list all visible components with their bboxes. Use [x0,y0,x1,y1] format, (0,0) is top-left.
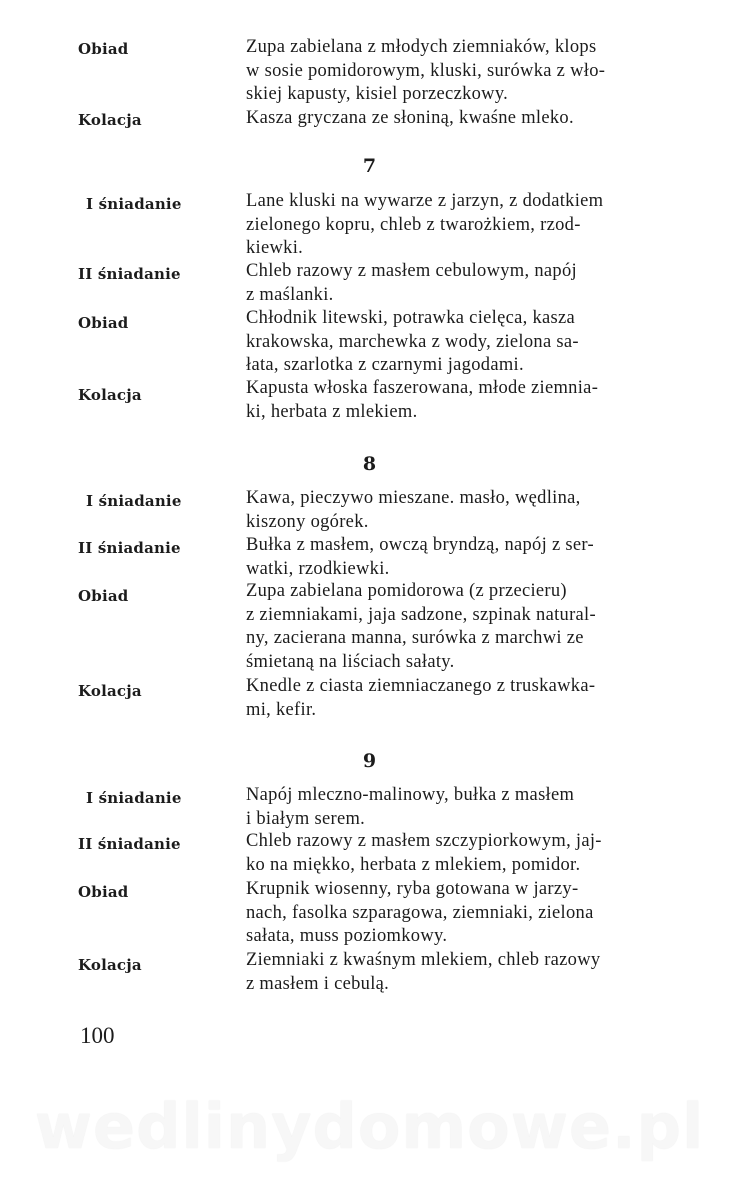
meal-description: Krupnik wiosenny, ryba gotowana w jarzy- nach, fasolka szparagowa, ziemniaki, zielona sałata, muss poziomkowy. [246,879,594,947]
watermark: wedlinydomowe.pl [34,1090,705,1163]
meal-description: Kapusta włoska faszerowana, młode ziemnia- ki, herbata z mlekiem. [246,378,599,422]
meal-label: II śniadanie [78,835,181,853]
day-number: 9 [362,750,377,772]
meal-label: Obiad [78,40,129,58]
meal-label: Kolacja [78,956,142,974]
meal-label: Obiad [78,587,129,605]
meal-description: Napój mleczno-malinowy, bułka z masłem i białym serem. [246,785,575,829]
meal-description: Kasza gryczana ze słoniną, kwaśne mleko. [246,108,574,128]
meal-label: I śniadanie [86,195,182,213]
meal-label: I śniadanie [86,492,182,510]
meal-description: Chleb razowy z masłem szczypiorkowym, jaj- ko na miękko, herbata z mlekiem, pomidor. [246,831,602,875]
meal-label: Obiad [78,883,129,901]
meal-description: Lane kluski na wywarze z jarzyn, z dodatkiem zielonego kopru, chleb z twarożkiem, rzod- kiewki. [246,191,604,259]
meal-description: Chłodnik litewski, potrawka cielęca, kasza krakowska, marchewka z wody, zielona sa- łata, szarlotka z czarnymi jagodami. [246,308,579,376]
meal-description: Ziemniaki z kwaśnym mlekiem, chleb razowy z masłem i cebulą. [246,950,601,994]
meal-description: Knedle z ciasta ziemniaczanego z truskawka- mi, kefir. [246,676,596,720]
meal-label: Kolacja [78,111,142,129]
day-number: 7 [362,155,377,177]
page-number: 100 [80,1023,115,1048]
meal-label: Obiad [78,314,129,332]
meal-label: Kolacja [78,386,142,404]
meal-description: Zupa zabielana z młodych ziemniaków, klops w sosie pomidorowym, kluski, surówka z wło- skiej kapusty, kisiel porzeczkowy. [246,37,606,105]
meal-label: II śniadanie [78,265,181,283]
meal-label: Kolacja [78,682,142,700]
meal-description: Chleb razowy z masłem cebulowym, napój z maślanki. [246,261,577,305]
day-number: 8 [362,453,377,475]
meal-label: II śniadanie [78,539,181,557]
meal-label: I śniadanie [86,789,182,807]
meal-description: Bułka z masłem, owczą bryndzą, napój z ser- watki, rzodkiewki. [246,535,594,579]
meal-description: Zupa zabielana pomidorowa (z przecieru) z ziemniakami, jaja sadzone, szpinak natural- ny, zacierana manna, surówka z marchwi ze śmietaną na liściach sałaty. [246,581,596,672]
meal-description: Kawa, pieczywo mieszane. masło, wędlina, kiszony ogórek. [246,488,581,532]
